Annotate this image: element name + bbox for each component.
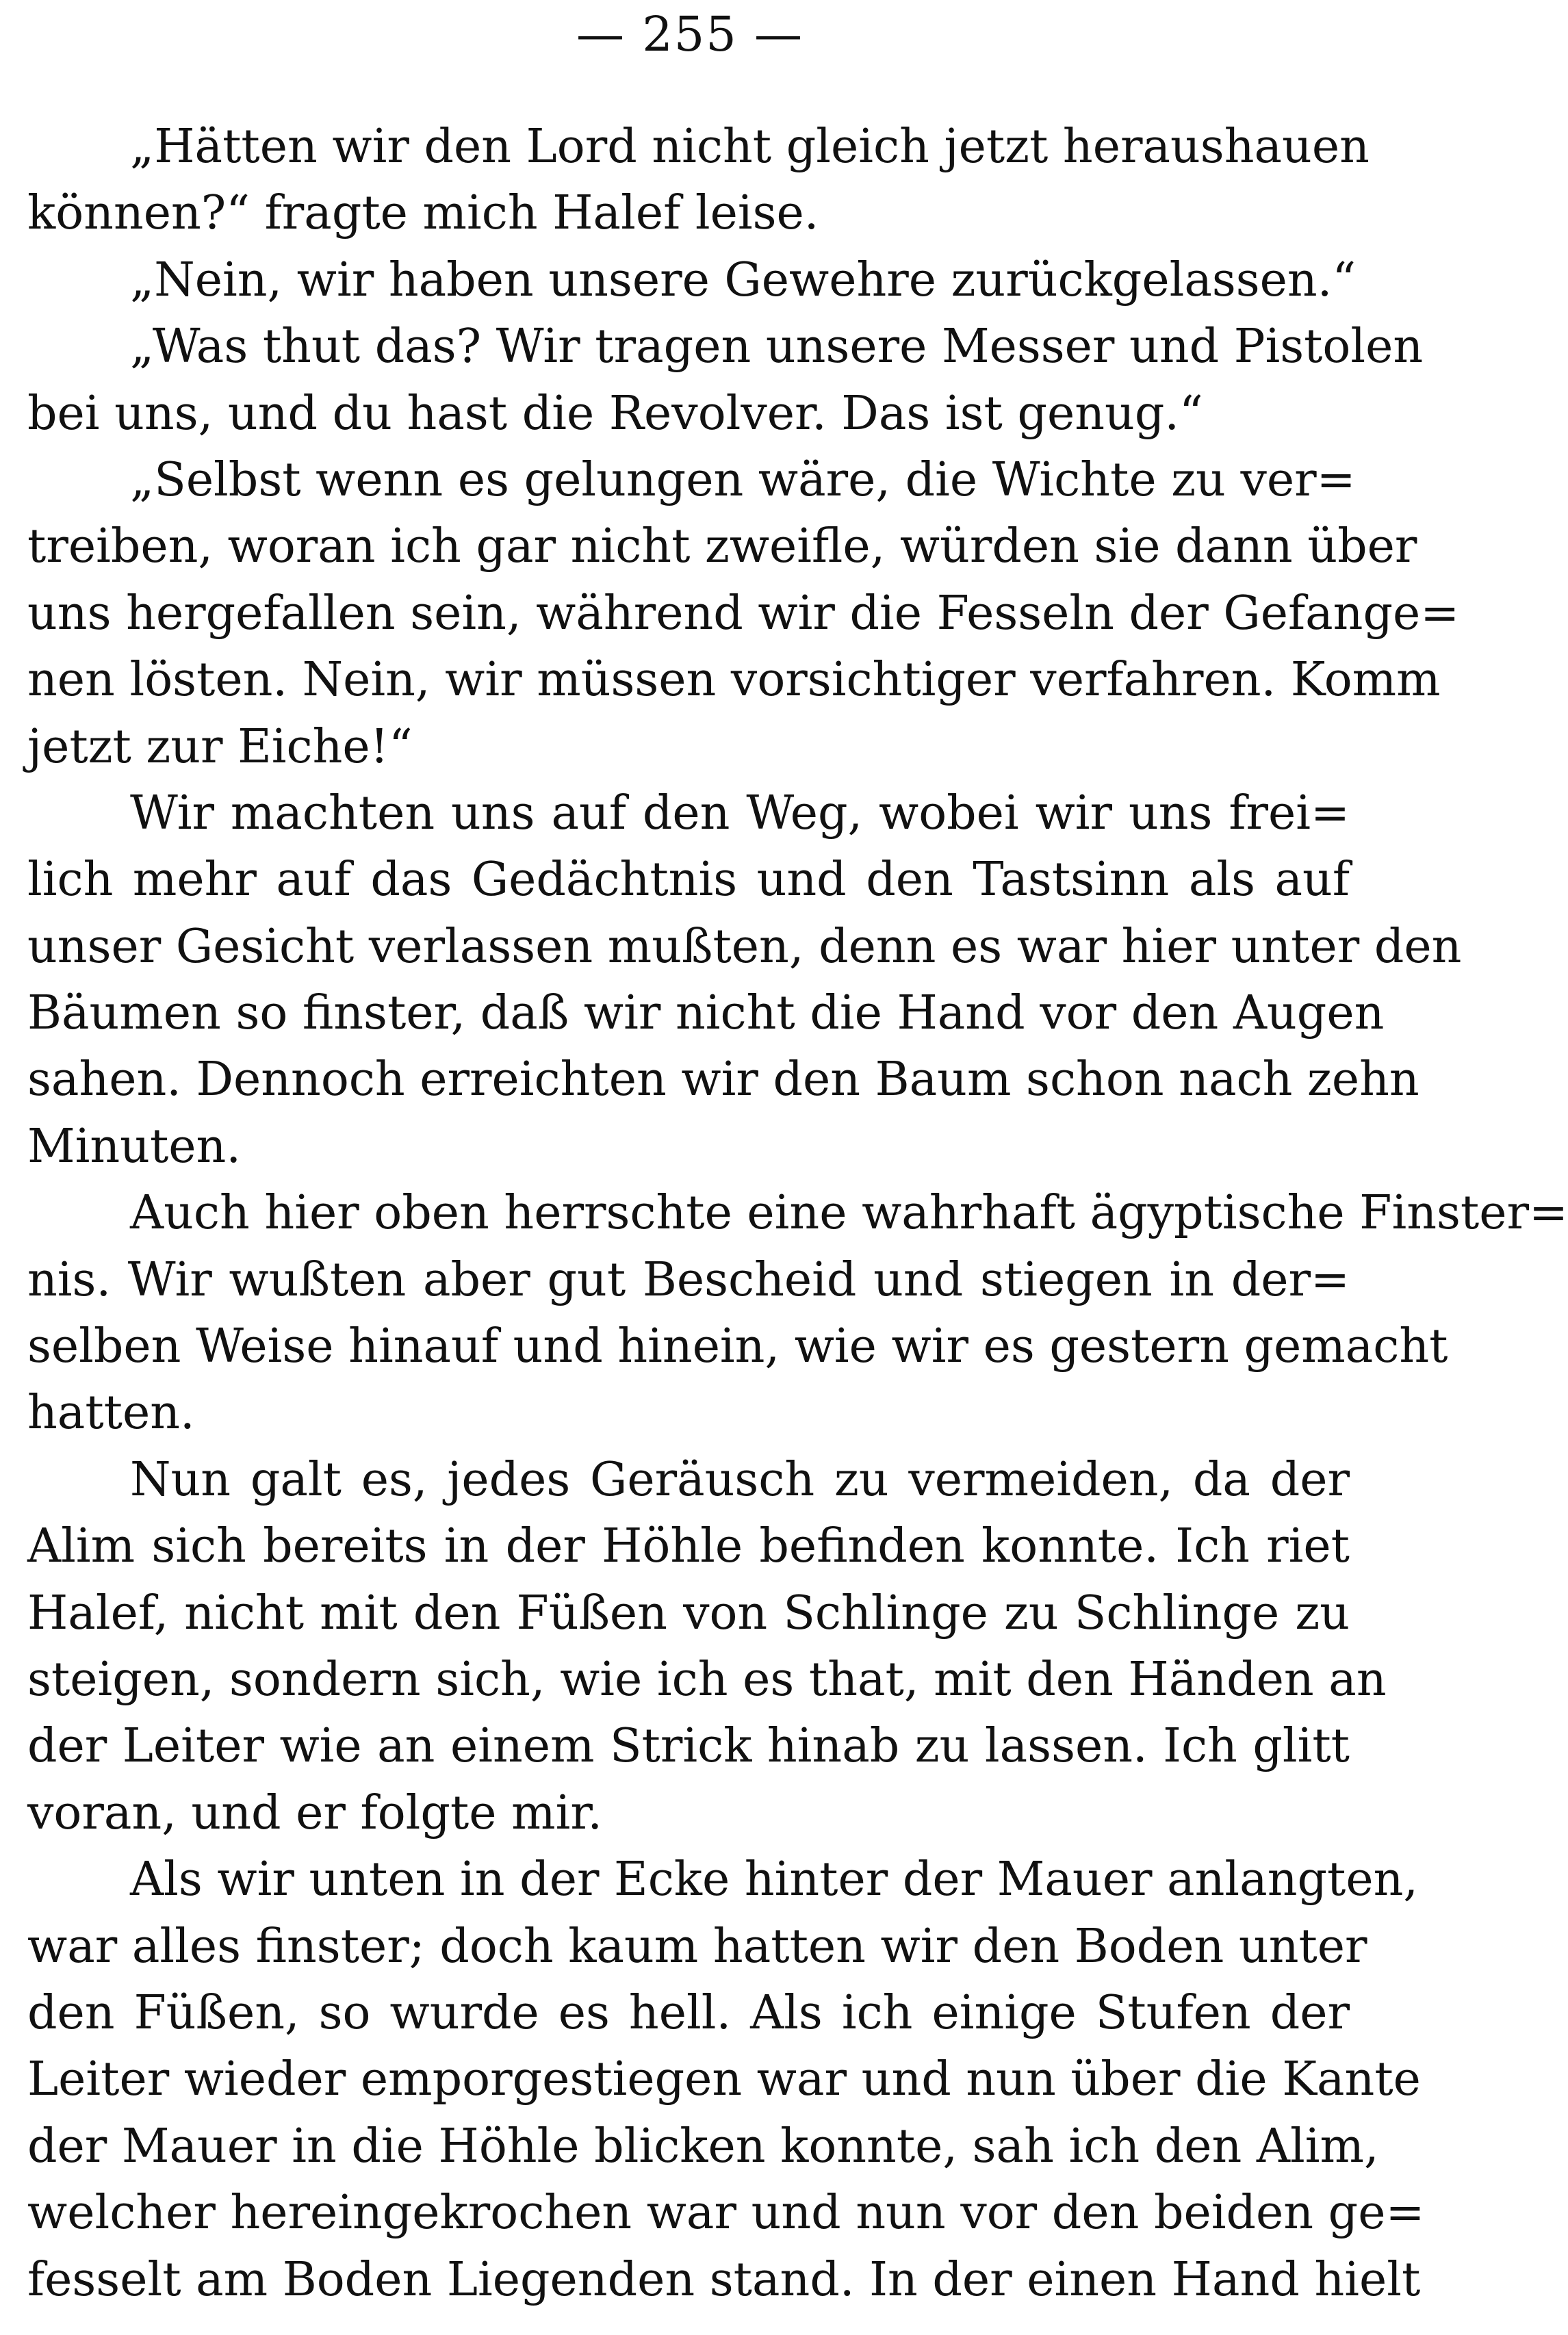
text-line: nen lösten. Nein, wir müssen vorsichtiger verfahren. Komm bbox=[27, 653, 1441, 708]
text-line: Wir machten uns auf den Weg, wobei wir uns frei= bbox=[130, 786, 1350, 840]
text-line: „Was thut das? Wir tragen unsere Messer und Pistolen bbox=[130, 320, 1424, 374]
text-line: unser Gesicht verlassen mußten, denn es war hier unter den bbox=[27, 919, 1462, 974]
text-line: steigen, sondern sich, wie ich es that, mit den Händen an bbox=[27, 1652, 1387, 1707]
text-line: voran, und er folgte mir. bbox=[27, 1785, 602, 1840]
text-line: „Selbst wenn es gelungen wäre, die Wichte zu ver= bbox=[130, 452, 1356, 507]
text-line: selben Weise hinauf und hinein, wie wir es gestern gemacht bbox=[27, 1319, 1448, 1374]
text-line: Nun galt es, jedes Geräusch zu vermeiden, da der bbox=[130, 1452, 1350, 1507]
text-line: bei uns, und du hast die Revolver. Das ist genug.“ bbox=[27, 386, 1203, 441]
text-line: können?“ fragte mich Halef leise. bbox=[27, 186, 819, 241]
text-line: Als wir unten in der Ecke hinter der Mauer anlangten, bbox=[130, 1853, 1419, 1907]
text-line: nis. Wir wußten aber gut Bescheid und stiegen in der= bbox=[27, 1252, 1350, 1307]
text-line: „Hätten wir den Lord nicht gleich jetzt heraushauen bbox=[130, 120, 1370, 174]
text-line: uns hergefallen sein, während wir die Fesseln der Gefange= bbox=[27, 586, 1460, 641]
text-line: der Mauer in die Höhle blicken konnte, sah ich den Alim, bbox=[27, 2119, 1379, 2173]
page-number: — 255 — bbox=[576, 6, 804, 62]
text-line: treiben, woran ich gar nicht zweifle, würden sie dann über bbox=[27, 519, 1417, 574]
text-line: welcher hereingekrochen war und nun vor den beiden ge= bbox=[27, 2186, 1425, 2241]
text-line: Bäumen so finster, daß wir nicht die Hand vor den Augen bbox=[27, 986, 1385, 1041]
text-line: der Leiter wie an einem Strick hinab zu lassen. Ich glitt bbox=[27, 1719, 1350, 1774]
body-text bbox=[27, 114, 1568, 2313]
text-line: Auch hier oben herrschte eine wahrhaft ägyptische Finster= bbox=[130, 1186, 1568, 1241]
text-line: Halef, nicht mit den Füßen von Schlinge zu Schlinge zu bbox=[27, 1586, 1350, 1640]
text-line: den Füßen, so wurde es hell. Als ich einige Stufen der bbox=[27, 1985, 1350, 2040]
text-line: hatten. bbox=[27, 1386, 195, 1441]
text-line: Leiter wieder emporgestiegen war und nun über die Kante bbox=[27, 2052, 1421, 2107]
text-line: jetzt zur Eiche!“ bbox=[27, 719, 413, 774]
text-line: war alles finster; doch kaum hatten wir den Boden unter bbox=[27, 1919, 1367, 1974]
text-line: lich mehr auf das Gedächtnis und den Tastsinn als auf bbox=[27, 853, 1350, 907]
text-line: Alim sich bereits in der Höhle befinden konnte. Ich riet bbox=[27, 1519, 1350, 1574]
text-line: sahen. Dennoch erreichten wir den Baum schon nach zehn bbox=[27, 1053, 1419, 1107]
text-line: fesselt am Boden Liegenden stand. In der einen Hand hielt bbox=[27, 2252, 1421, 2307]
text-line: Minuten. bbox=[27, 1119, 241, 1174]
text-line: „Nein, wir haben unsere Gewehre zurückgelassen.“ bbox=[130, 253, 1357, 307]
